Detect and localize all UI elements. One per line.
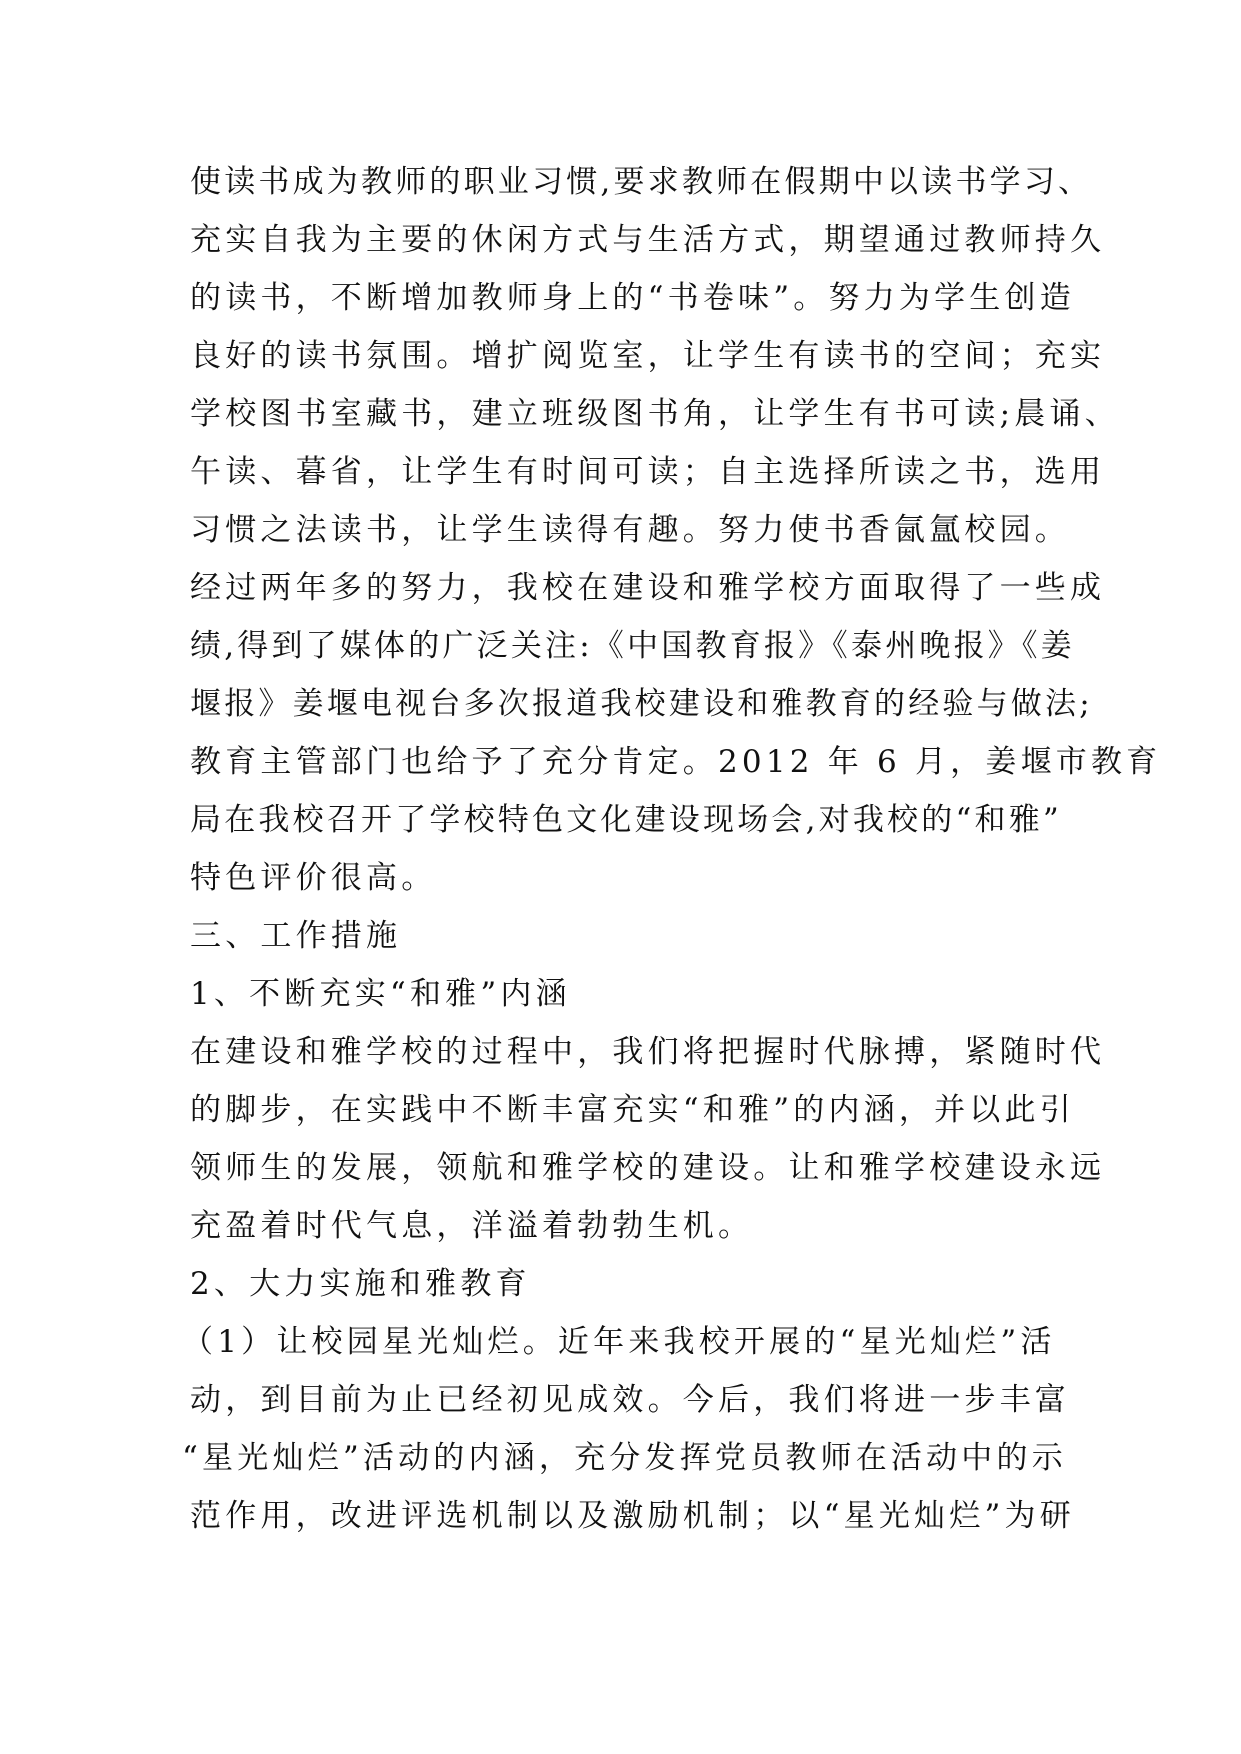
text-line-9: 绩,得到了媒体的广泛关注:《中国教育报》《泰州晚报》《姜: [190, 628, 1075, 664]
text-line-3: 的读书，不断增加教师身上的“书卷味”。努力为学生创造: [190, 280, 1075, 316]
text-line-7: 习惯之法读书，让学生读得有趣。努力使书香氤氲校园。: [190, 512, 1070, 548]
text-line-13: 特色评价很高。: [190, 860, 437, 896]
text-line-5: 学校图书室藏书，建立班级图书角，让学生有书可读;晨诵、: [190, 396, 1120, 432]
text-line-12: 局在我校召开了学校特色文化建设现场会,对我校的“和雅”: [190, 802, 1062, 838]
text-line-6: 午读、暮省，让学生有时间可读；自主选择所读之书，选用: [190, 454, 1106, 490]
text-line-4: 良好的读书氛围。增扩阅览室，让学生有读书的空间；充实: [190, 338, 1106, 374]
text-line-11: 教育主管部门也给予了充分肯定。2012 年 6 月，姜堰市教育: [190, 744, 1162, 780]
text-line-10: 堰报》姜堰电视台多次报道我校建设和雅教育的经验与做法;: [190, 686, 1093, 722]
text-line-1: 使读书成为教师的职业习惯,要求教师在假期中以读书学习、: [190, 164, 1093, 200]
section-heading: 三、工作措施: [190, 918, 402, 954]
subsection-heading-1: 1、不断充实“和雅”内涵: [190, 976, 571, 1012]
text-line-19: 充盈着时代气息，洋溢着勃勃生机。: [190, 1208, 754, 1244]
text-line-8: 经过两年多的努力，我校在建设和雅学校方面取得了一些成: [190, 570, 1106, 606]
text-line-18: 领师生的发展，领航和雅学校的建设。让和雅学校建设永远: [190, 1150, 1106, 1186]
text-line-16: 在建设和雅学校的过程中，我们将把握时代脉搏，紧随时代: [190, 1034, 1106, 1070]
text-line-21: （1）让校园星光灿烂。近年来我校开展的“星光灿烂”活: [182, 1324, 1056, 1360]
text-line-17: 的脚步，在实践中不断丰富充实“和雅”的内涵，并以此引: [190, 1092, 1075, 1128]
subsection-heading-2: 2、大力实施和雅教育: [190, 1266, 531, 1302]
text-line-23: “星光灿烂”活动的内涵，充分发挥党员教师在活动中的示: [182, 1440, 1067, 1476]
text-line-22: 动，到目前为止已经初见成效。今后，我们将进一步丰富: [190, 1382, 1070, 1418]
text-line-24: 范作用，改进评选机制以及激励机制；以“星光灿烂”为研: [190, 1498, 1075, 1534]
text-line-2: 充实自我为主要的休闲方式与生活方式，期望通过教师持久: [190, 222, 1106, 258]
